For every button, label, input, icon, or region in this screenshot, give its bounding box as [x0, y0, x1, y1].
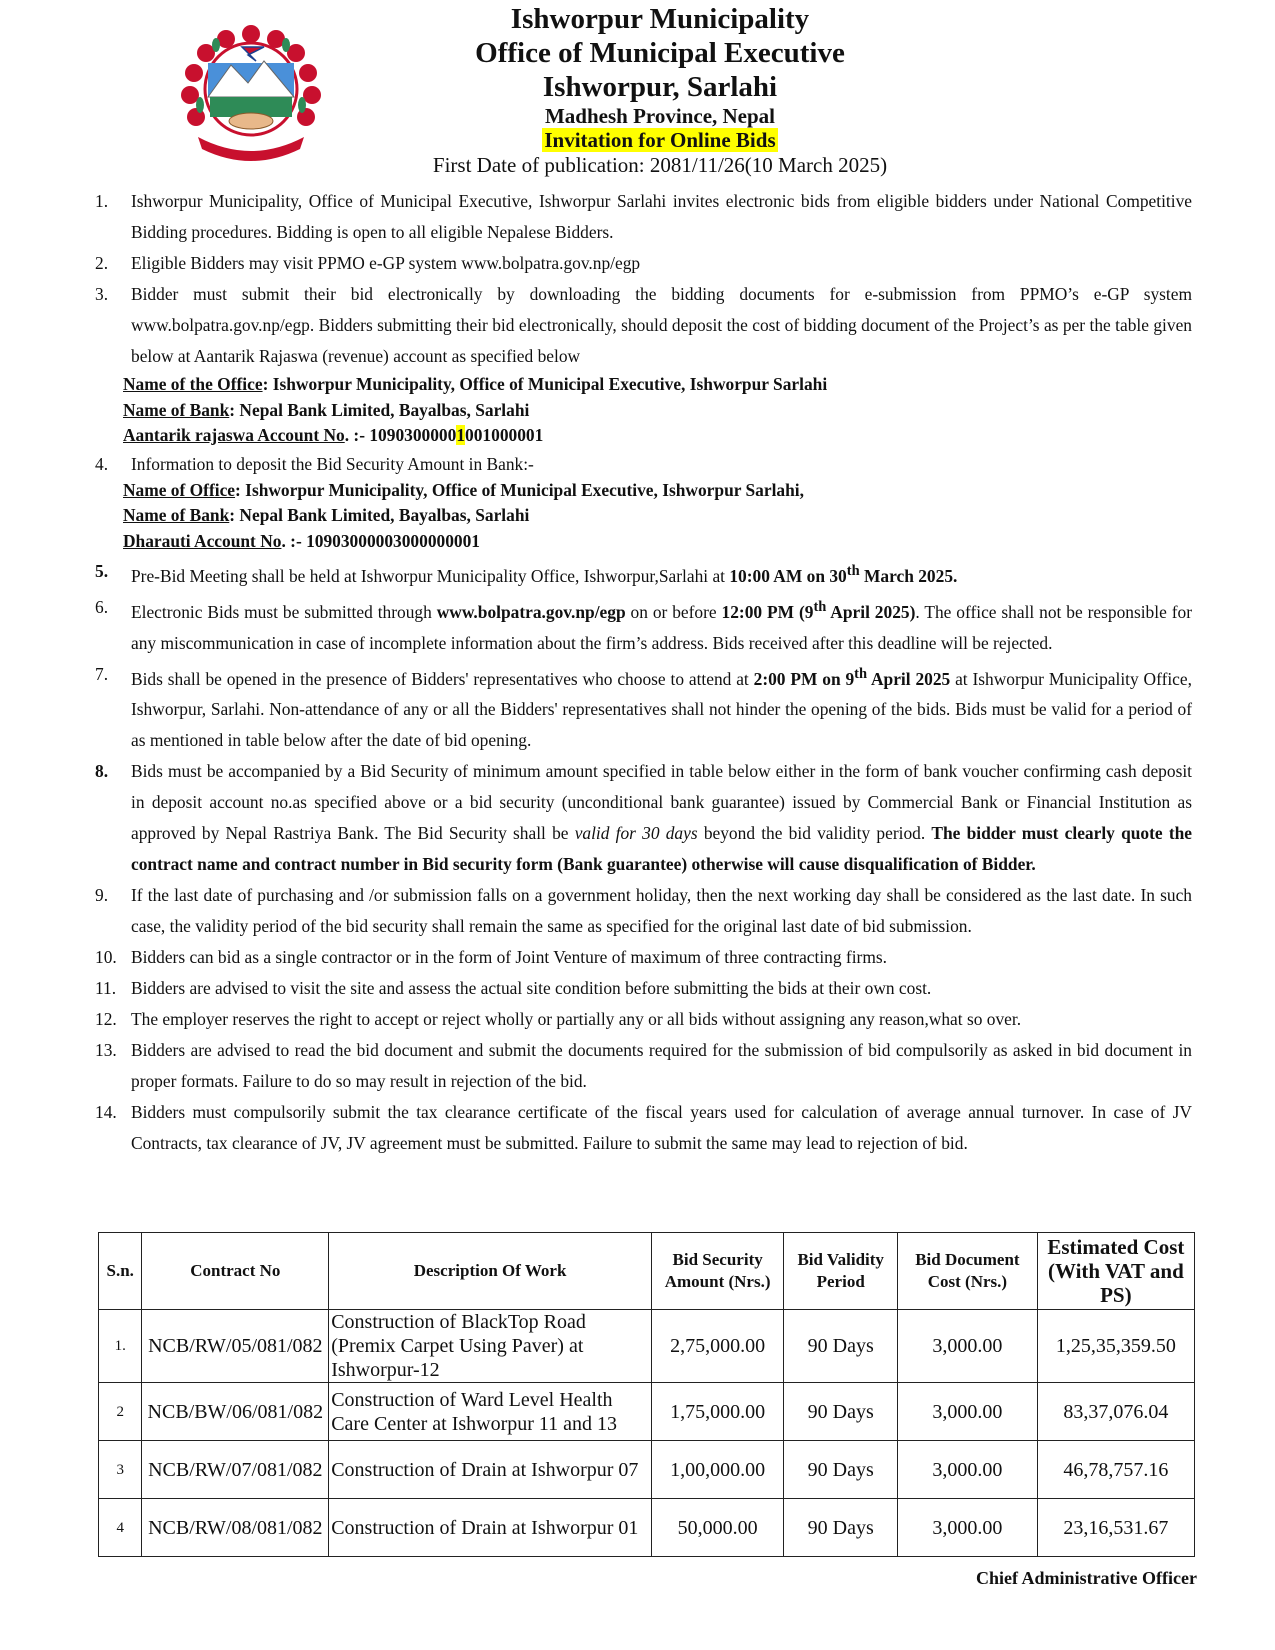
notice-title: Invitation for Online Bids: [544, 128, 776, 152]
office-location: Ishworpur, Sarlahi: [542, 71, 778, 103]
item-text: [131, 592, 1192, 659]
item-text: If the last date of purchasing and /or submission falls on a government holiday, then the next working day shall be considered as the last date. In such case, the validity period of the bid security shall remain the same as specified for the original last date of bid submission.: [131, 885, 1192, 937]
text-run: Bids must be accompanied by a Bid Security of minimum amount specified in table below either in the form of bank voucher confirming cash deposit in deposit account no.as specified above or a bid security (unconditional bank guarantee) issued by Commercial Bank or Financial Institution as approved by Nepal Rastriya Bank. The Bid Security shall be: [131, 761, 1192, 844]
cell-description: Construction of Drain at Ishworpur 01: [329, 1499, 652, 1557]
meeting-month: March 2025.: [859, 565, 958, 586]
header-sn: S.n.: [99, 1233, 142, 1310]
text-run: Bids shall be opened in the presence of Bidders' representatives who choose to attend at: [131, 668, 754, 689]
header-doc-cost: Bid Document Cost (Nrs.): [898, 1233, 1038, 1310]
cell-doc-cost: 3,000.00: [898, 1499, 1038, 1557]
cell-doc-cost: 3,000.00: [898, 1441, 1038, 1499]
cell-bid-security: 1,00,000.00: [651, 1441, 783, 1499]
office-value: : Ishworpur Municipality, Office of Municipal Executive, Ishworpur Sarlahi: [262, 374, 828, 394]
cell-bid-security: 2,75,000.00: [651, 1310, 783, 1383]
list-item: [95, 186, 1192, 248]
notice-body: [95, 186, 1192, 1159]
item-text: Bidder must submit their bid electronically by downloading the bidding documents for e-submission from PPMO’s e-GP system www.bolpatra.gov.np/egp. Bidders submitting their bid electronically, should deposit the cost of bidding document of the Project’s as per the table given below at Aantarik Rajaswa (revenue) account as specified below: [131, 284, 1192, 366]
meeting-time: 10:00 AM on 30: [729, 565, 847, 586]
bank-label: Name of Bank: [123, 505, 230, 525]
item-number: 4.: [95, 453, 109, 474]
cell-contract-no: NCB/RW/08/081/082: [142, 1499, 329, 1557]
item-number: 1.: [95, 191, 109, 211]
item-number: 8.: [95, 761, 109, 782]
header-description: Description Of Work: [329, 1233, 652, 1310]
account-value: . :- 1090300000: [344, 425, 457, 445]
list-item: [95, 659, 1192, 757]
province-name: Madhesh Province, Nepal: [544, 104, 776, 128]
ordinal-suffix: th: [854, 665, 868, 682]
contracts-table: [98, 1232, 1195, 1557]
item-number: 12.: [95, 1009, 117, 1030]
nepal-emblem-icon: [176, 25, 326, 165]
cell-contract-no: NCB/RW/07/081/082: [142, 1441, 329, 1499]
cell-bid-security: 1,75,000.00: [651, 1383, 783, 1441]
cell-bid-validity: 90 Days: [784, 1383, 898, 1441]
item-number: 10.: [95, 947, 117, 968]
text-run: Pre-Bid Meeting shall be held at Ishworpur Municipality Office, Ishworpur,Sarlahi at: [131, 565, 730, 586]
cell-contract-no: NCB/BW/06/081/082: [142, 1383, 329, 1441]
item-text: [131, 756, 1192, 880]
account-value: . :- 10903000003000000001: [281, 530, 480, 551]
item-text: [131, 556, 1192, 592]
list-item: [95, 248, 1192, 279]
ordinal-suffix: th: [813, 598, 827, 615]
list-item: [95, 556, 1192, 592]
cell-sn: 2: [99, 1383, 142, 1441]
item-number: 5.: [95, 561, 109, 581]
list-item: [95, 1035, 1192, 1097]
item-number: 9.: [95, 885, 109, 906]
cell-description: Construction of Drain at Ishworpur 07: [329, 1441, 652, 1499]
revenue-account-info: [123, 372, 1192, 449]
deposit-account-info: [123, 478, 1192, 555]
list-item: [95, 880, 1192, 942]
validity-note: valid for 30 days: [574, 823, 698, 844]
opening-month: April 2025: [867, 668, 951, 689]
cell-bid-validity: 90 Days: [784, 1441, 898, 1499]
table-header-row: [99, 1233, 1195, 1310]
bank-value: : Nepal Bank Limited, Bayalbas, Sarlahi: [229, 505, 530, 525]
cell-bid-security: 50,000.00: [651, 1499, 783, 1557]
disqualification-note: The bidder must clearly quote the contract name and contract number in Bid security form (Bank guarantee) otherwise will cause disqualification of Bidder.: [131, 823, 1193, 875]
office-label: Name of the Office: [123, 374, 263, 394]
cell-contract-no: NCB/RW/05/081/082: [142, 1310, 329, 1383]
cell-doc-cost: 3,000.00: [898, 1310, 1038, 1383]
account-value-end: 001000001: [465, 425, 544, 445]
office-label: Name of Office: [123, 479, 236, 500]
table-row: [99, 1310, 1195, 1383]
list-item: [95, 451, 1192, 478]
header-bid-security: Bid Security Amount (Nrs.): [651, 1233, 783, 1310]
item-number: 2.: [95, 253, 109, 273]
item-number: 7.: [95, 663, 109, 684]
cell-estimated-cost: 23,16,531.67: [1037, 1499, 1194, 1557]
item-text: [131, 659, 1192, 757]
cell-description: Construction of BlackTop Road (Premix Carpet Using Paver) at Ishworpur-12: [329, 1310, 652, 1383]
table-row: [99, 1499, 1195, 1557]
list-item: [95, 1097, 1192, 1159]
cell-estimated-cost: 83,37,076.04: [1037, 1383, 1194, 1441]
text-run: beyond the bid validity period.: [697, 823, 932, 844]
office-value: : Ishworpur Municipality, Office of Municipal Executive, Ishworpur Sarlahi,: [235, 479, 804, 500]
deadline-time: 12:00 PM (9: [721, 601, 814, 622]
cell-description: Construction of Ward Level Health Care Center at Ishworpur 11 and 13: [329, 1383, 652, 1441]
list-item: [95, 592, 1192, 659]
signature-title: Chief Administrative Officer: [976, 1568, 1197, 1588]
list-item: [95, 279, 1192, 372]
list-item: [95, 942, 1192, 973]
cell-doc-cost: 3,000.00: [898, 1383, 1038, 1441]
text-run: on or before: [625, 601, 722, 622]
item-text: Bidders must compulsorily submit the tax clearance certificate of the fiscal years used for calculation of average annual turnover. In case of JV Contracts, tax clearance of JV, JV agreement must be submitted. Failure to submit the same may lead to rejection of bid.: [131, 1102, 1192, 1154]
deadline-month: April 2025): [826, 601, 916, 622]
item-number: 13.: [95, 1040, 117, 1061]
cell-sn: 1.: [99, 1310, 142, 1383]
table-row: [99, 1441, 1195, 1499]
egp-link: www.bolpatra.gov.np/egp: [436, 601, 626, 622]
item-text: The employer reserves the right to accept or reject wholly or partially any or all bids without assigning any reason,what so over.: [131, 1009, 1022, 1030]
item-text: Information to deposit the Bid Security Amount in Bank:-: [131, 453, 534, 474]
letterhead: [330, 2, 990, 178]
cell-sn: 4: [99, 1499, 142, 1557]
item-text: Ishworpur Municipality, Office of Municipal Executive, Ishworpur Sarlahi invites electronic bids from eligible bidders under National Competitive Bidding procedures. Bidding is open to all eligible Nepalese Bidders.: [131, 191, 1192, 242]
table-row: [99, 1383, 1195, 1441]
municipality-name: Ishworpur Municipality: [510, 3, 810, 35]
text-run: Electronic Bids must be submitted through: [131, 601, 437, 622]
publication-date: First Date of publication: 2081/11/26(10 March 2025): [432, 153, 888, 177]
item-number: 14.: [95, 1102, 117, 1123]
account-value-highlight: 1: [456, 425, 466, 445]
opening-time: 2:00 PM on 9: [753, 668, 855, 689]
list-item: [95, 973, 1192, 1004]
item-text: Bidders are advised to visit the site and assess the actual site condition before submitting the bids at their own cost.: [131, 978, 932, 999]
remaining-items: [95, 880, 1192, 1159]
header-estimated-cost: Estimated Cost (With VAT and PS): [1037, 1233, 1194, 1310]
text-run: at Ishworpur Municipality Office, Ishworpur, Sarlahi. Non-attendance of any or all the Bidders' representatives shall not hinder the opening of the bids. Bids must be valid for a period of as mentioned in table below after the date of bid opening.: [131, 668, 1192, 751]
item-number: 6.: [95, 596, 109, 617]
bank-value: : Nepal Bank Limited, Bayalbas, Sarlahi: [229, 399, 530, 420]
header-bid-validity: Bid Validity Period: [784, 1233, 898, 1310]
header-contract-no: Contract No: [142, 1233, 329, 1310]
office-name: Office of Municipal Executive: [475, 37, 845, 69]
cell-bid-validity: 90 Days: [784, 1499, 898, 1557]
item-text: Eligible Bidders may visit PPMO e-GP system www.bolpatra.gov.np/egp: [131, 253, 641, 273]
list-item: [95, 1004, 1192, 1035]
item-text: Bidders can bid as a single contractor or in the form of Joint Venture of maximum of three contracting firms.: [131, 947, 887, 968]
account-label: Dharauti Account No: [123, 530, 282, 551]
cell-estimated-cost: 1,25,35,359.50: [1037, 1310, 1194, 1383]
cell-bid-validity: 90 Days: [784, 1310, 898, 1383]
cell-sn: 3: [99, 1441, 142, 1499]
text-run: . The office shall not be responsible for any miscommunication in case of incomplete information about the firm’s address. Bids received after this deadline will be rejected.: [131, 601, 1192, 653]
bank-label: Name of Bank: [123, 399, 230, 420]
item-number: 11.: [95, 978, 117, 999]
account-label: Aantarik rajaswa Account No: [123, 425, 345, 445]
ordinal-suffix: th: [846, 563, 860, 579]
cell-estimated-cost: 46,78,757.16: [1037, 1441, 1194, 1499]
item-text: Bidders are advised to read the bid document and submit the documents required for the submission of bid compulsorily as asked in bid document in proper formats. Failure to do so may result in rejection of the bid.: [131, 1040, 1192, 1092]
list-item: [95, 756, 1192, 880]
table-body: [99, 1310, 1195, 1557]
item-number: 3.: [95, 284, 109, 304]
